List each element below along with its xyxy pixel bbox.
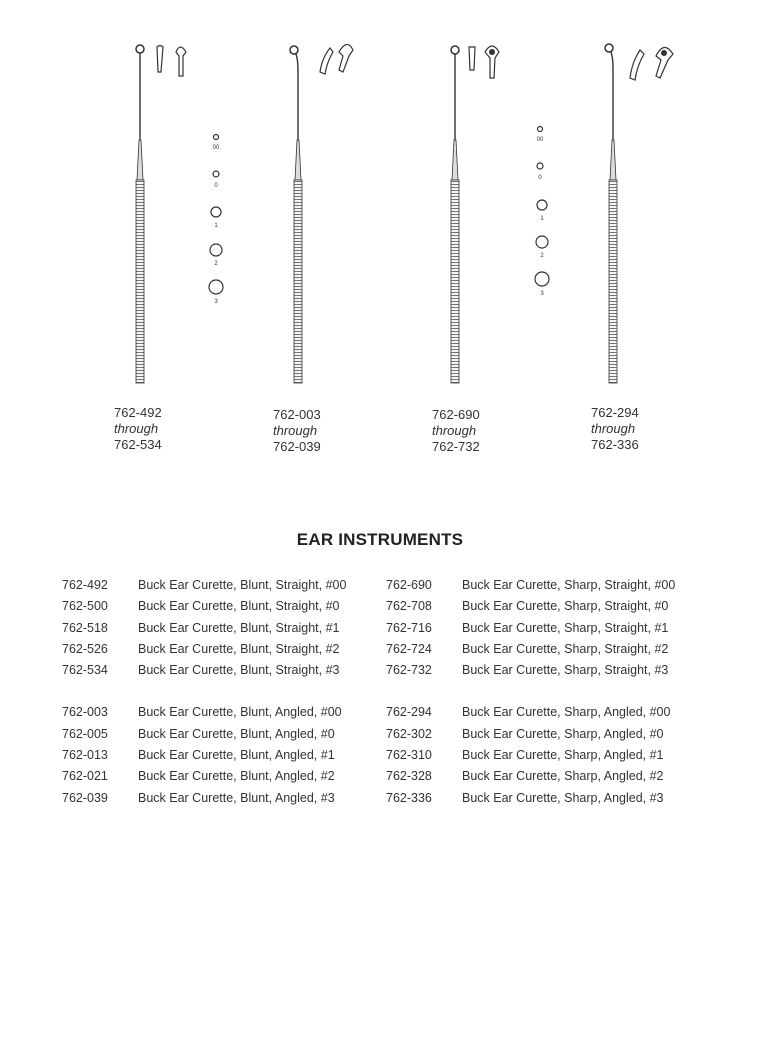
catalog-description: Buck Ear Curette, Sharp, Angled, #3	[462, 790, 664, 805]
catalog-row	[62, 745, 346, 766]
catalog-row	[386, 766, 675, 787]
catalog-row	[386, 660, 675, 681]
range-through: through	[591, 421, 636, 436]
catalog-row	[386, 596, 675, 617]
catalog-description: Buck Ear Curette, Blunt, Straight, #00	[138, 578, 347, 592]
catalog-number: 762-732	[386, 663, 432, 678]
catalog-row	[386, 788, 675, 809]
catalog-row	[386, 618, 675, 639]
range-from: 762-294	[591, 405, 639, 420]
catalog-row	[62, 724, 346, 745]
size-scale-right	[535, 127, 549, 298]
catalog-description: Buck Ear Curette, Blunt, Straight, #2	[138, 641, 340, 656]
catalog-number: 762-690	[386, 578, 432, 592]
catalog-number: 762-336	[386, 790, 432, 805]
catalog-description: Buck Ear Curette, Sharp, Straight, #0	[462, 599, 669, 614]
catalog-row	[386, 724, 675, 745]
catalog-number: 762-724	[386, 641, 432, 656]
catalog-number: 762-302	[386, 726, 432, 741]
catalog-description: Buck Ear Curette, Sharp, Angled, #1	[462, 748, 664, 763]
catalog-description: Buck Ear Curette, Blunt, Straight, #3	[138, 663, 340, 678]
curette-angled-blunt-icon	[290, 44, 353, 383]
range-to: 762-534	[114, 437, 162, 452]
range-through: through	[114, 421, 159, 436]
catalog-row	[62, 639, 346, 660]
catalog-description: Buck Ear Curette, Blunt, Angled, #0	[138, 726, 335, 741]
catalog-row	[62, 702, 346, 723]
range-to: 762-039	[273, 439, 321, 454]
catalog-description: Buck Ear Curette, Sharp, Straight, #3	[462, 663, 669, 678]
range-through: through	[273, 423, 318, 438]
range-through: through	[432, 423, 477, 438]
size-label: 00	[212, 145, 220, 151]
catalog-row	[62, 575, 346, 596]
figure-range-2	[273, 407, 321, 455]
catalog-number: 762-005	[62, 726, 108, 741]
catalog-number: 762-716	[386, 620, 432, 635]
catalog-description: Buck Ear Curette, Sharp, Straight, #2	[462, 641, 669, 656]
range-from: 762-003	[273, 407, 321, 422]
catalog-row	[386, 745, 675, 766]
size-label: 2	[540, 253, 544, 259]
size-label: 1	[540, 216, 544, 222]
size-label: 00	[536, 137, 544, 143]
catalog-row	[386, 702, 675, 723]
range-to: 762-732	[432, 439, 480, 454]
catalog-row	[62, 788, 346, 809]
figure-range-4	[591, 405, 639, 453]
curette-straight-blunt-icon	[136, 45, 186, 383]
catalog-number: 762-310	[386, 748, 432, 763]
figure-range-3	[432, 407, 480, 455]
catalog-number: 762-534	[62, 663, 108, 678]
size-label: 2	[214, 261, 218, 267]
catalog-number: 762-003	[62, 705, 108, 720]
catalog-number: 762-518	[62, 620, 108, 635]
catalog-description: Buck Ear Curette, Blunt, Angled, #3	[138, 790, 335, 805]
catalog-description: Buck Ear Curette, Blunt, Angled, #1	[138, 748, 335, 763]
catalog-description: Buck Ear Curette, Sharp, Angled, #2	[462, 769, 664, 784]
catalog-description: Buck Ear Curette, Blunt, Straight, #1	[138, 620, 340, 635]
page-title: EAR INSTRUMENTS	[296, 530, 464, 549]
figure-range-1	[114, 405, 162, 453]
catalog-number: 762-021	[62, 769, 108, 784]
size-label: 1	[214, 223, 218, 229]
catalog-right-column	[386, 575, 675, 809]
catalog-left-column	[62, 575, 346, 809]
size-label: 0	[214, 183, 218, 189]
catalog-number: 762-013	[62, 748, 108, 763]
catalog-description: Buck Ear Curette, Sharp, Straight, #1	[462, 620, 669, 635]
catalog-row	[386, 575, 675, 596]
range-to: 762-336	[591, 437, 639, 452]
catalog-row	[62, 660, 346, 681]
catalog-description: Buck Ear Curette, Sharp, Straight, #00	[462, 578, 676, 592]
catalog-number: 762-708	[386, 599, 432, 614]
size-label: 3	[540, 291, 544, 297]
range-from: 762-690	[432, 407, 480, 422]
catalog-description: Buck Ear Curette, Sharp, Angled, #0	[462, 726, 664, 741]
catalog-number: 762-328	[386, 769, 432, 784]
curette-angled-sharp-icon	[605, 44, 673, 383]
catalog-row	[62, 596, 346, 617]
catalog-row	[62, 766, 346, 787]
size-scale-left	[209, 135, 223, 306]
catalog-number: 762-294	[386, 705, 432, 720]
size-label: 0	[538, 175, 542, 181]
catalog-number: 762-039	[62, 790, 108, 805]
range-from: 762-492	[114, 405, 162, 420]
catalog-number: 762-500	[62, 599, 108, 614]
catalog-description: Buck Ear Curette, Blunt, Angled, #00	[138, 705, 342, 720]
catalog-row	[386, 639, 675, 660]
catalog-description: Buck Ear Curette, Blunt, Angled, #2	[138, 769, 335, 784]
catalog-number: 762-492	[62, 578, 108, 592]
size-label: 3	[214, 299, 218, 305]
catalog-description: Buck Ear Curette, Blunt, Straight, #0	[138, 599, 340, 614]
curette-straight-sharp-icon	[451, 46, 499, 383]
catalog-number: 762-526	[62, 641, 108, 656]
catalog-description: Buck Ear Curette, Sharp, Angled, #00	[462, 705, 671, 720]
catalog-row	[62, 618, 346, 639]
